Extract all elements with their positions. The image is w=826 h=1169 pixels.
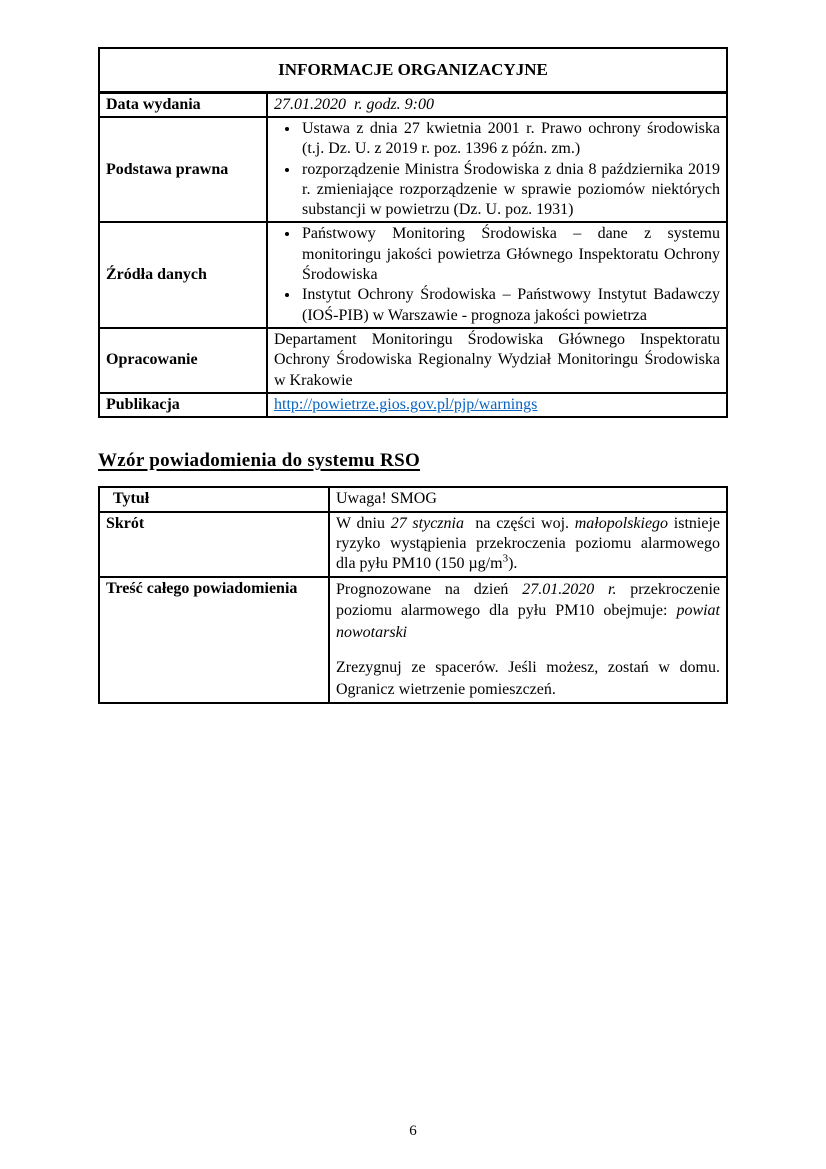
rso-notification-table <box>98 486 728 703</box>
table-header-row <box>99 48 727 92</box>
label-skrot: Skrót <box>99 512 329 577</box>
value-opracowanie: Departament Monitoringu Środowiska Głównego Inspektoratu Ochrony Środowiska Regionalny Wydział Monitoringu Środowiska w Krakowie <box>267 328 727 393</box>
text-run: 27.01.2020 r. <box>522 580 617 598</box>
value-tresc <box>329 577 727 703</box>
value-tytul: Uwaga! SMOG <box>329 487 727 511</box>
list-item: • rozporządzenie Ministra Środowiska z dnia 8 października 2019 r. zmieniające rozporządzenie w sprawie poziomów niektórych substancji w powietrzu (Dz. U. poz. 1931) <box>300 160 720 221</box>
notification-paragraph <box>336 579 720 644</box>
table-row-data-wydania <box>99 92 727 117</box>
superscript-text: 3 <box>502 553 509 565</box>
text-run: W dniu <box>336 514 391 532</box>
label-tytul: Tytuł <box>99 487 329 511</box>
text-run: powiat nowotarski <box>336 602 720 641</box>
table-row-skrot <box>99 512 727 577</box>
label-zrodla-danych: Źródła danych <box>99 222 267 328</box>
page-content <box>98 47 728 704</box>
list-item: • Państwowy Monitoring Środowiska – dane z systemu monitoringu jakości powietrza Głównego Inspektoratu Ochrony Środowiska <box>300 224 720 285</box>
section-heading: Wzór powiadomienia do systemu RSO <box>98 450 421 472</box>
bullet-list <box>274 119 720 221</box>
organizational-info-table <box>98 47 728 418</box>
table-row-opracowanie <box>99 328 727 393</box>
text-run: ). <box>508 555 518 573</box>
value-skrot <box>329 512 727 577</box>
label-publikacja: Publikacja <box>99 393 267 417</box>
label-podstawa-prawna: Podstawa prawna <box>99 117 267 223</box>
notification-paragraph: Zrezygnuj ze spacerów. Jeśli możesz, zostań w domu. Ogranicz wietrzenie pomieszczeń. <box>336 659 720 699</box>
label-opracowanie: Opracowanie <box>99 328 267 393</box>
text-run: 27 stycznia <box>390 514 464 532</box>
label-tresc: Treść całego powiadomienia <box>99 577 329 703</box>
table1-title: INFORMACJE ORGANIZACYJNE <box>99 48 727 92</box>
text-run: na części woj. <box>463 514 575 532</box>
table-row-tresc <box>99 577 727 703</box>
list-item: • Instytut Ochrony Środowiska – Państwowy Instytut Badawczy (IOŚ-PIB) w Warszawie - prognoza jakości powietrza <box>300 285 720 326</box>
table-row-tytul <box>99 487 727 511</box>
value-data-wydania: 27.01.2020 r. godz. 9:00 <box>267 92 727 117</box>
bullet-list <box>274 224 720 326</box>
text-run: małopolskiego <box>574 514 669 532</box>
list-item: • Ustawa z dnia 27 kwietnia 2001 r. Prawo ochrony środowiska (t.j. Dz. U. z 2019 r. poz. 1396 z późn. zm.) <box>300 119 720 160</box>
label-data-wydania: Data wydania <box>99 92 267 117</box>
text-run: istnieje ryzyko wystąpienia przekroczenia poziomu alarmowego dla pyłu PM10 (150 µg/m <box>336 514 720 573</box>
page-number: 6 <box>409 1123 417 1139</box>
value-zrodla-danych <box>267 222 727 328</box>
value-publikacja <box>267 393 727 417</box>
value-podstawa-prawna <box>267 117 727 223</box>
text-run: przekroczenie poziomu alarmowego dla pyłu PM10 obejmuje: <box>336 580 720 620</box>
table-row-publikacja <box>99 393 727 417</box>
text-run: Prognozowane na dzień <box>336 580 523 598</box>
table-row-podstawa-prawna <box>99 117 727 223</box>
publication-link[interactable]: http://powietrze.gios.gov.pl/pjp/warnings <box>274 395 538 413</box>
table-row-zrodla-danych <box>99 222 727 328</box>
